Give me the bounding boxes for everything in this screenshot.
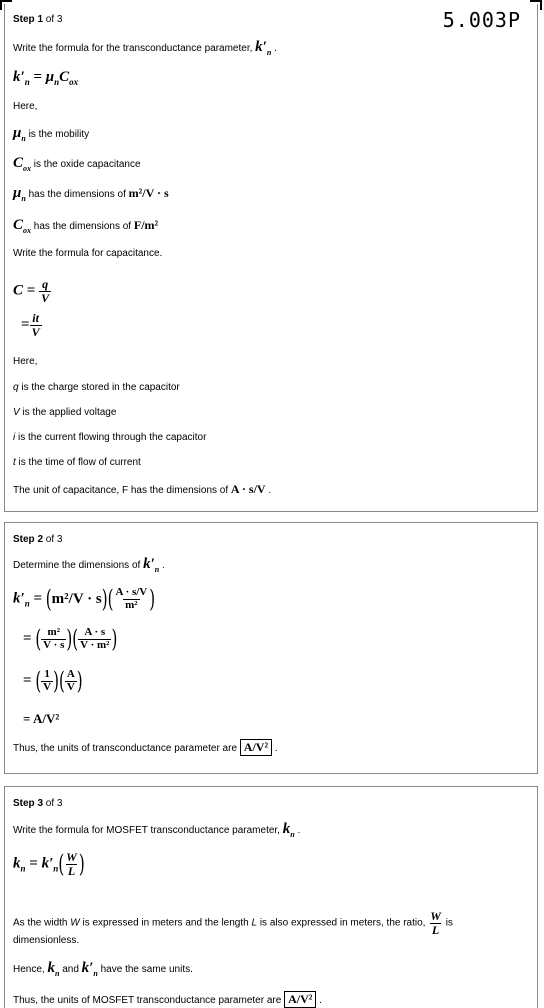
step-2-intro: Determine the dimensions of $k'_n$ .: [13, 556, 165, 574]
dimensionless-line: dimensionless.: [13, 935, 80, 946]
step-3-header: Step 3 of 3: [13, 798, 63, 809]
capacitance-formula-2: = $\frac{it}{V}$: [21, 311, 40, 339]
step-3-result: Thus, the units of MOSFET transconductance parameter are A/V² .: [13, 992, 322, 1006]
q-description: q is the charge stored in the capacitor: [13, 382, 180, 393]
step-2-result: Thus, the units of transconductance parameter are A/V² .: [13, 740, 278, 754]
here-label-2: Here,: [13, 356, 38, 367]
dimension-eq-3: = ( $\frac{1}{V}$ ) ( $\frac{A}{V}$ ): [23, 666, 83, 696]
problem-id: 5.003P: [442, 8, 521, 32]
width-length-line: As the width W is expressed in meters and the length L is also expressed in meters, the ratio, $\frac{W}{L}$ is: [13, 909, 453, 937]
step-2-panel: [4, 522, 538, 774]
step-3-panel: [4, 786, 538, 1008]
step-2-header: Step 2 of 3: [13, 534, 63, 545]
capacitance-unit: The unit of capacitance, F has the dimensions of A · s/V .: [13, 482, 272, 496]
step-3-intro: Write the formula for MOSFET transconductance parameter, $k_n$ .: [13, 821, 301, 839]
i-description: i is the current flowing through the capacitor: [13, 432, 207, 443]
v-description: V is the applied voltage: [13, 407, 117, 418]
mosfet-kn-formula: $k_n = k'_n$ ( $\frac{W}{L}$ ): [13, 849, 85, 879]
here-label-1: Here,: [13, 101, 38, 112]
dimension-eq-2: = ( $\frac{\text{m²}}{V \cdot s}$ ) ( $\frac{A \cdot s}{\text{V · m²}}$ ): [23, 624, 118, 654]
capacitance-intro: Write the formula for capacitance.: [13, 248, 163, 259]
dimension-eq-1: $k'_n$ = ( m²/V · s ) ( $\frac{A \cdot s/V}{\text{m²}}$ ): [13, 584, 156, 614]
hence-line: Hence, $k_n$ and $k'_n$ have the same units.: [13, 960, 193, 978]
dimension-eq-4: = A/V²: [23, 711, 60, 726]
cox-dimensions: $C_{ox}$ has the dimensions of F/m²: [13, 217, 159, 235]
kn-formula: $k'_n = \mu_nC_{ox}$: [13, 69, 79, 87]
cox-description: $C_{ox}$ is the oxide capacitance: [13, 155, 141, 173]
step-1-intro: Write the formula for the transconductance parameter, $k'_n$ .: [13, 39, 277, 57]
step-1-panel: [4, 4, 538, 512]
capacitance-formula-1: C = $\frac{q}{V}$: [13, 277, 50, 305]
t-description: t is the time of flow of current: [13, 457, 141, 468]
step-1-header: Step 1 of 3: [13, 14, 63, 25]
mu-dimensions: $\mu_n$ has the dimensions of m²/V · s: [13, 185, 169, 203]
mu-description: $\mu_n$ is the mobility: [13, 125, 90, 143]
